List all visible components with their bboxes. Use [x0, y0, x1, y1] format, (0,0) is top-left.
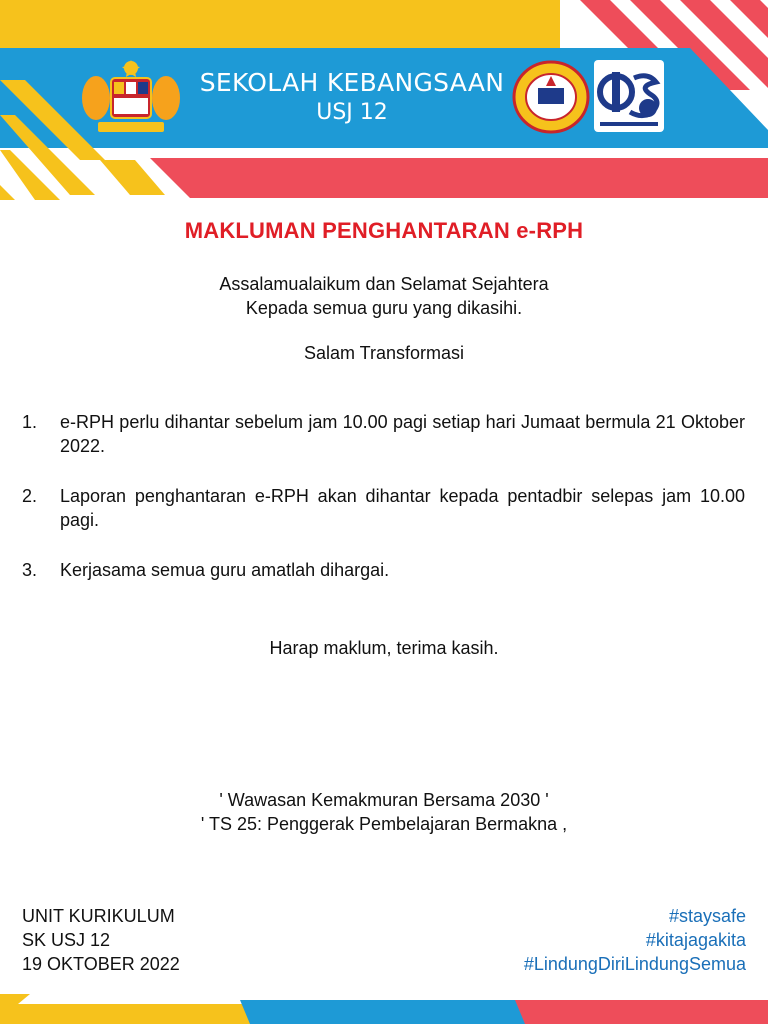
point-number: 3. [22, 560, 38, 580]
salam-text: Salam Transformasi [303, 343, 465, 363]
list-item [22, 558, 745, 582]
unit-name: UNIT KURIKULUM [22, 906, 175, 926]
hashtag: #staysafe [668, 906, 746, 926]
point-text: Laporan penghantaran e-RPH akan dihantar kepada pentadbir selepas jam 10.00 pagi. [60, 486, 745, 530]
point-text: Kerjasama semua guru amatlah dihargai. [60, 560, 390, 580]
school-name-line2: USJ 12 [316, 100, 388, 125]
school-name [192, 68, 512, 128]
hashtag: #kitajagakita [645, 930, 746, 950]
notice-points [22, 410, 745, 608]
hashtag: #LindungDiriLindungSemua [523, 954, 746, 974]
closing-text: Harap maklum, terima kasih. [269, 638, 499, 658]
point-number: 2. [22, 486, 38, 506]
footer-banner [0, 994, 768, 1024]
list-item [22, 410, 745, 458]
motto [0, 788, 768, 836]
school-short-name: SK USJ 12 [22, 930, 111, 950]
notice-date: 19 OKTOBER 2022 [22, 954, 180, 974]
list-item [22, 484, 745, 532]
greeting [0, 272, 768, 320]
point-text: e-RPH perlu dihantar sebelum jam 10.00 pagi setiap hari Jumaat bermula 21 Oktober 2022. [60, 412, 745, 456]
ts25-logo-icon [594, 60, 664, 132]
greeting-line1: Assalamualaikum dan Selamat Sejahtera [219, 274, 549, 294]
motto-line1: ' Wawasan Kemakmuran Bersama 2030 ' [219, 790, 549, 810]
hashtags [524, 904, 746, 976]
motto-line2: ' TS 25: Penggerak Pembelajaran Bermakna , [200, 814, 568, 834]
point-number: 1. [22, 412, 38, 432]
malaysia-coat-of-arms-icon [78, 58, 184, 136]
school-name-line1: SEKOLAH KEBANGSAAN [199, 68, 505, 97]
signoff [22, 904, 180, 976]
school-seal-icon [512, 60, 590, 134]
greeting-line2: Kepada semua guru yang dikasihi. [245, 298, 523, 318]
notice-title: MAKLUMAN PENGHANTARAN e-RPH [184, 218, 584, 243]
